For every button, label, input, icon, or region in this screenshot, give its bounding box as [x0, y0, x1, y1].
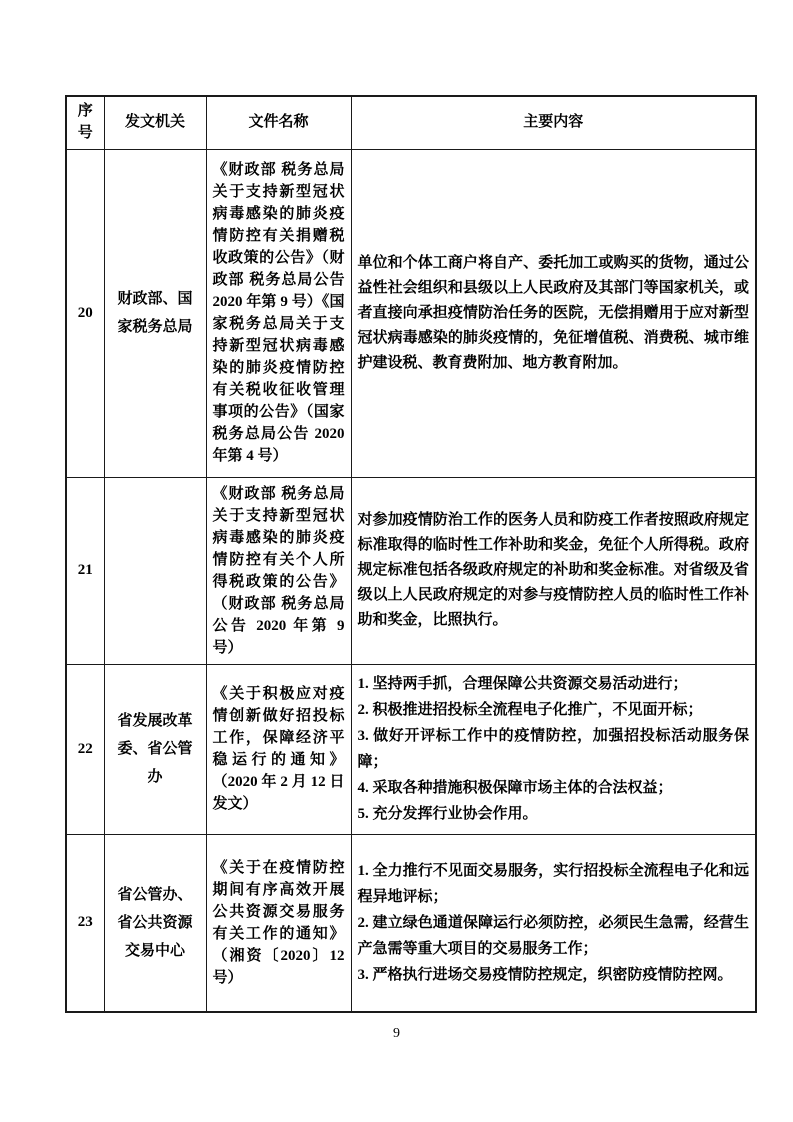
header-agency-label: 发文机关	[124, 114, 185, 131]
row-22-agency: 省发展改革委、省公管办	[104, 664, 206, 834]
header-content-label: 主要内容	[523, 114, 584, 131]
row-21-main-content: 对参加疫情防治工作的医务人员和防疫工作者按照政府规定标准取得的临时性工作补助和奖金，免征个人所得税。政府规定标准包括各级政府规定的补助和奖金标准。对省级及省级以上人民政府规定的对参与疫情防控人员的临时性工作补助和奖金，比照执行。	[351, 477, 756, 664]
row-21-agency	[104, 477, 206, 664]
header-index-label: 序号	[77, 103, 93, 141]
row-21-index: 21	[66, 477, 104, 664]
row-22-main-content	[351, 664, 756, 834]
content-item: 1. 全力推行不见面交易服务，实行招投标全流程电子化和远程异地评标；	[357, 862, 749, 905]
table-row	[66, 664, 756, 834]
row-21-document-title: 《财政部 税务总局关于支持新型冠状病毒感染的肺炎疫情防控有关个人所得税政策的公告》（财政部 税务总局公告 2020 年第 9 号）	[206, 477, 351, 664]
table-header-row	[66, 96, 756, 149]
header-document-label: 文件名称	[248, 114, 309, 131]
row-22-index: 22	[66, 664, 104, 834]
table-row	[66, 149, 756, 477]
header-agency	[104, 96, 206, 149]
header-index	[66, 96, 104, 149]
header-document	[206, 96, 351, 149]
row-23-index: 23	[66, 834, 104, 1012]
page-number: 9	[393, 1026, 400, 1041]
content-item: 2. 建立绿色通道保障运行必须防控，必须民生急需，经营生产急需等重大项目的交易服务工作；	[357, 914, 749, 957]
row-22-document-title: 《关于积极应对疫情创新做好招投标工作，保障经济平稳运行的通知》（2020 年 2 月 12 日发文）	[206, 664, 351, 834]
content-item: 2. 积极推进招投标全流程电子化推广，不见面开标；	[357, 702, 703, 718]
content-item: 3. 严格执行进场交易疫情防控规定，织密防疫情防控网。	[357, 966, 733, 983]
content-item: 4. 采取各种措施积极保障市场主体的合法权益；	[357, 780, 673, 796]
table-row	[66, 834, 756, 1012]
row-20-document-title: 《财政部 税务总局关于支持新型冠状病毒感染的肺炎疫情防控有关捐赠税收政策的公告》（财政部 税务总局公告 2020 年第 9 号）《国家税务总局关于支持新型冠状病毒感染的肺炎疫情防控有关税收征收管理事项的公告》（国家税务总局公告 2020 年第 4 号）	[206, 149, 351, 477]
row-23-main-content	[351, 834, 756, 1012]
table-row	[66, 477, 756, 664]
row-20-index: 20	[66, 149, 104, 477]
content-item: 1. 坚持两手抓，合理保障公共资源交易活动进行；	[357, 676, 688, 692]
content-item: 3. 做好开评标工作中的疫情防控，加强招投标活动服务保障；	[357, 728, 749, 770]
row-23-agency: 省公管办、省公共资源交易中心	[104, 834, 206, 1012]
row-20-agency: 财政部、国家税务总局	[104, 149, 206, 477]
content-item: 5. 充分发挥行业协会作用。	[357, 806, 538, 822]
row-20-main-content: 单位和个体工商户将自产、委托加工或购买的货物，通过公益性社会组织和县级以上人民政府及其部门等国家机关，或者直接向承担疫情防治任务的医院，无偿捐赠用于应对新型冠状病毒感染的肺炎疫情的，免征增值税、消费税、城市维护建设税、教育费附加、地方教育附加。	[351, 149, 756, 477]
header-content	[351, 96, 756, 149]
row-23-document-title: 《关于在疫情防控期间有序高效开展公共资源交易服务有关工作的通知》（湘资〔2020〕12 号）	[206, 834, 351, 1012]
policy-documents-table	[65, 95, 757, 1013]
